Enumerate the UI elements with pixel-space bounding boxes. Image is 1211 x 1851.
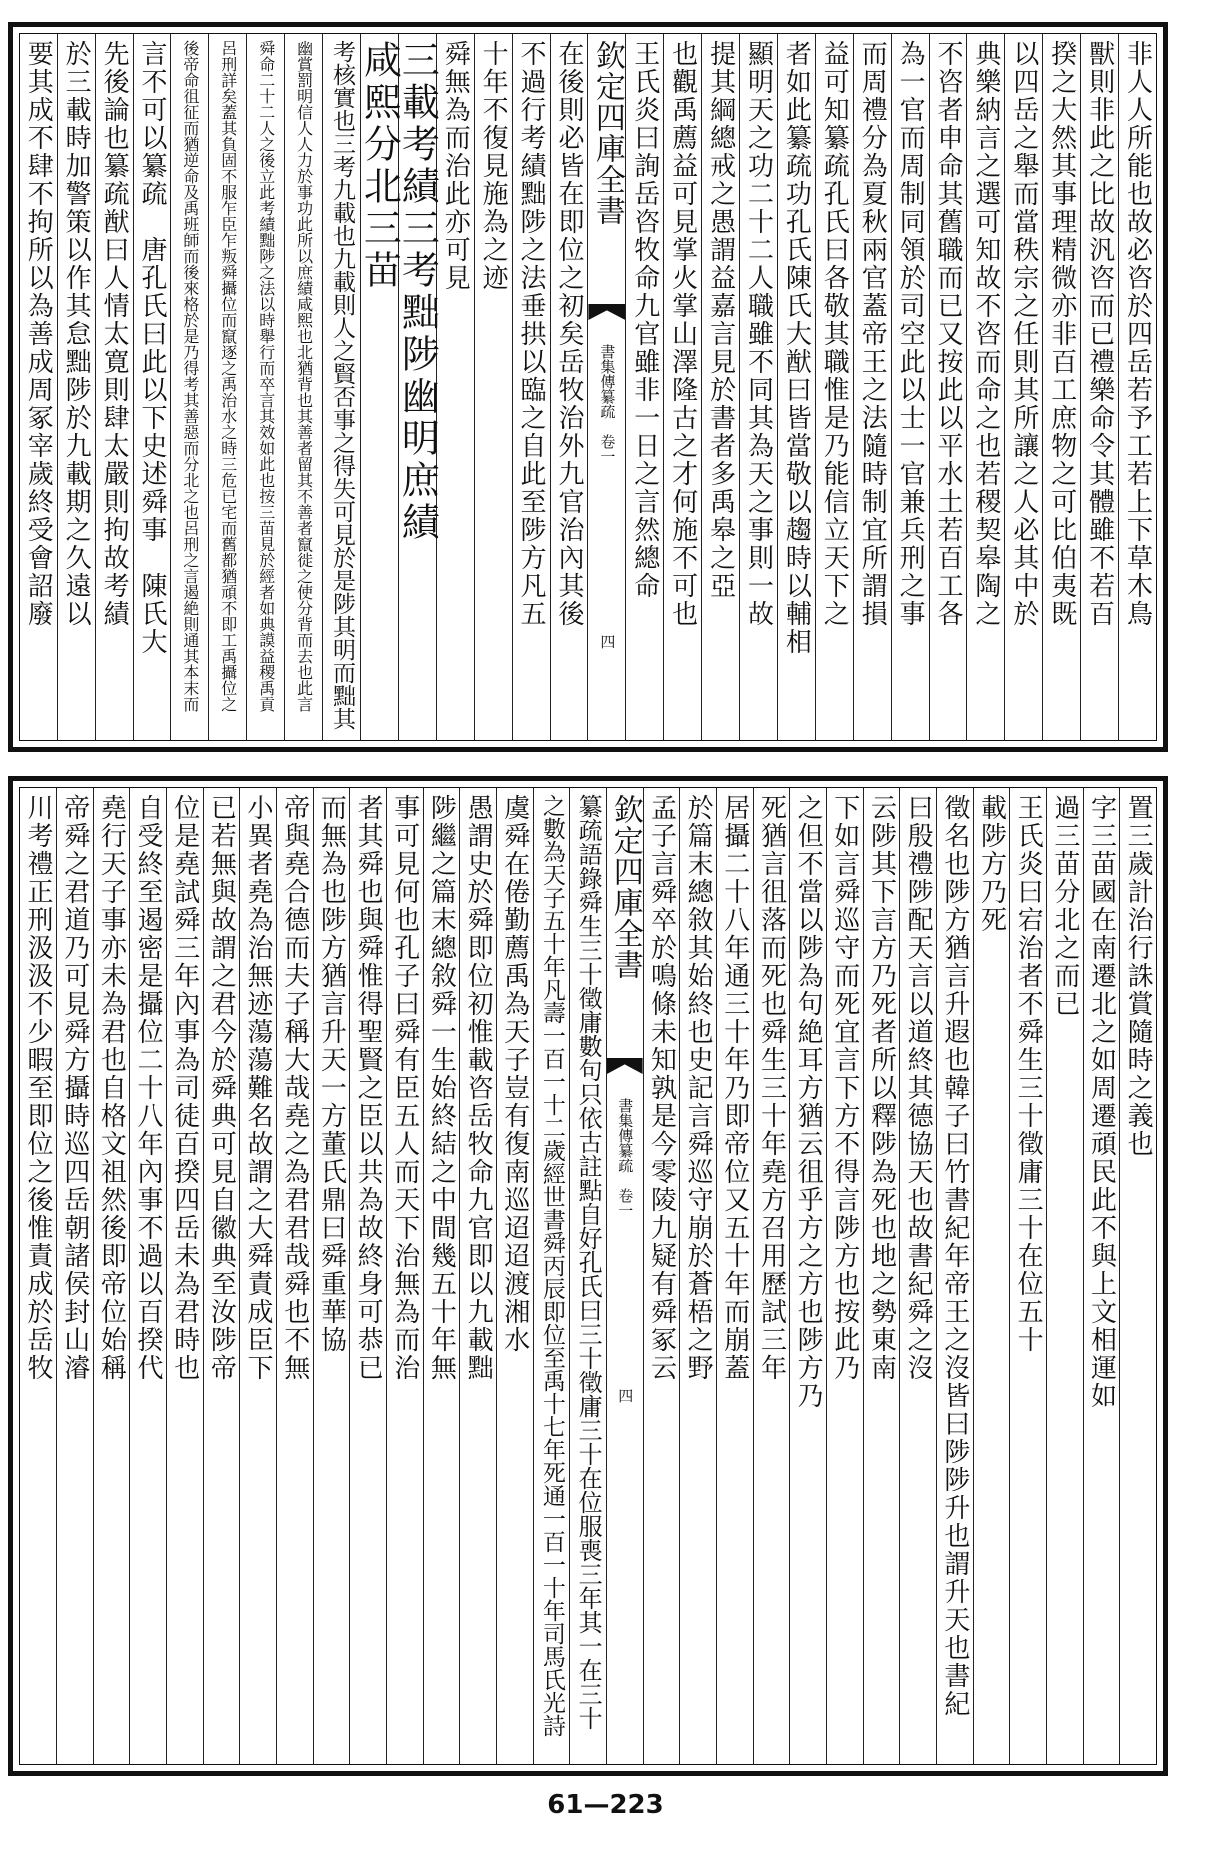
column-text: 愚謂史於舜即位初惟載咨岳牧命九官即以九載黜 [463,794,494,1382]
text-column [663,34,701,740]
column-text: 而周禮分為夏秋兩官蓋帝王之法隨時制宜所謂損 [857,40,888,628]
text-column [643,788,680,1764]
text-column [129,788,166,1764]
column-text: 居攝二十八年通三十年乃即帝位又五十年而崩蓋 [719,794,750,1382]
text-column [357,34,402,740]
text-column [1080,34,1118,740]
text-column [973,788,1010,1764]
column-text: 事可見何也孔子曰舜有臣五人而天下治無為而治 [389,794,420,1382]
text-column [20,34,57,740]
text-column [936,788,973,1764]
column-text: 於三載時加警策以作其怠黜陟於九載期之久遠以 [61,40,92,628]
text-column [313,788,350,1764]
text-column [1118,34,1156,740]
text-column [208,34,246,740]
text-column [57,34,95,740]
column-text: 云陟其下言方乃死者所以釋陟為死也地之勢東南 [866,794,897,1382]
text-column [899,788,936,1764]
text-column [891,34,929,740]
text-column [436,34,474,740]
text-column [625,34,663,740]
column-text: 自受終至遏密是攝位二十八年內事不過以百揆代 [133,794,164,1382]
text-column [1009,788,1046,1764]
column-text: 川考禮正刑汲汲不少暇至即位之後惟責成於岳牧 [23,794,54,1382]
text-column [716,788,753,1764]
fishtail-mark [607,1058,643,1074]
column-text: 為一官而周制同領於司空此以士一官兼兵刑之事 [895,40,926,628]
column-text: 要其成不肆不拘所以為善成周冢宰歲終受會詔廢 [23,40,54,628]
text-column [56,788,93,1764]
column-text: 置三歲計治行誅賞隨時之義也 [1123,794,1154,1158]
text-column [815,34,853,740]
text-column [533,788,570,1764]
text-column [423,788,460,1764]
text-column [20,788,56,1764]
book-title: 欽定四庫全書 [607,794,643,980]
column-text: 曰殷禮陟配天言以道終其德協天也故書紀舜之沒 [903,794,934,1382]
column-text: 提其綱總戒之愚謂益嘉言見於書者多禹皋之亞 [705,40,736,600]
text-column [170,34,208,740]
text-column [166,788,203,1764]
text-column [966,34,1004,740]
column-text: 王氏炎曰宕治者不舜生三十徵庸三十在位五十 [1013,794,1044,1354]
column-text: 之數為天子五十年凡壽一百一十二歲經世書舜丙辰即位至禹十七年死通一百一十年司馬氏光詩 [538,794,565,1737]
text-column [512,34,550,740]
column-text: 不咨者申命其舊職而已又按此以平水土若百工各 [933,40,964,628]
column-text: 字三苗國在南遷北之如周遷頑民此不與上文相運如 [1086,794,1117,1410]
column-text: 顯明天之功二十二人職雖不同其為天之事則一故 [743,40,774,628]
column-text: 於篇末總敘其始終也史記言舜巡守崩於蒼梧之野 [683,794,714,1382]
column-text: 舜命二十二人之後立此考績黜陟之法以時舉行而卒言其效如此也按三苗見於經者如典謨益稷禹貢 [256,40,276,712]
text-column [239,788,276,1764]
column-text: 以四岳之舉而當秩宗之任則其所讓之人必其中於 [1008,40,1039,628]
book-name: 書集傳纂疏 [616,1098,635,1173]
text-column [246,34,284,740]
column-text: 已若無與故謂之君今於舜典可見自徽典至汝陟帝 [206,794,237,1382]
text-column [569,788,606,1764]
column-text: 舜無為而治此亦可見 [440,40,471,292]
column-text: 咸熙分北三苗 [357,40,402,292]
text-column [322,34,360,740]
column-text: 言不可以纂疏 唐孔氏曰此以下史述舜事 陳氏大 [136,40,167,656]
column-text: 位是堯試舜三年內事為司徒百揆四岳未為君時也 [169,794,200,1382]
book-name: 書集傳纂疏 [598,344,617,419]
text-column [496,788,533,1764]
leaf-number: 四 [616,1388,635,1403]
column-text: 考核實也三考九載也九載則人之賢否事之得失可見於是陟其明而黜其 [329,40,356,730]
text-column [1042,34,1080,740]
column-text: 陟繼之篇末總敘舜一生始終結之中間幾五十年無 [426,794,457,1382]
text-column [550,34,588,740]
column-text: 帝舜之君道乃可見舜方攝時巡四岳朝諸侯封山濬 [59,794,90,1382]
book-title: 欽定四庫全書 [589,40,625,226]
volume-label: 卷一 [598,434,617,464]
column-text: 呂刑詳矣蓋其負固不服乍臣乍叛舜攝位而竄逐之禹治水之時三危已宅而舊都猶頑不即工禹攝位之 [218,40,238,712]
column-text: 徵名也陟方猶言升遐也韓子曰竹書紀年帝王之沒皆曰陟陟升也謂升天也書紀 [939,794,970,1718]
volume-label: 卷一 [616,1188,635,1218]
top-page [8,22,1168,752]
column-text: 王氏炎曰詢岳咨牧命九官雖非一日之言然總命 [629,40,660,600]
column-text: 者如此纂疏功孔氏陳氏大猷曰皆當敬以趨時以輔相 [781,40,812,656]
column-text: 之但不當以陟為句絶耳方猶云徂乎方之方也陟方乃 [793,794,824,1410]
column-text: 先後論也纂疏猷曰人情太寛則肆太嚴則拘故考績 [99,40,130,628]
text-column [133,34,171,740]
column-text: 下如言舜巡守而死宜言下方不得言陟方也按此乃 [829,794,860,1382]
column-text: 帝與堯合德而夫子稱大哉堯之為君君哉舜也不無 [279,794,310,1382]
column-text: 也觀禹薦益可見掌火掌山澤隆古之才何施不可也 [667,40,698,628]
text-column [701,34,739,740]
center-column [587,34,625,740]
column-text: 後帝命徂征而猶逆命及禹班師而後來格於是乃得考其善惡而分北之也呂刑之言遏絶則通其本末而 [180,40,200,712]
column-text: 十年不復見施為之迹 [478,40,509,292]
column-text: 載陟方乃死 [976,794,1007,934]
leaf-number: 四 [598,634,617,649]
column-text: 獸則非此之比故汎咨而已禮樂命令其體雖不若百 [1084,40,1115,628]
column-text: 纂疏語錄舜生三十徵庸數句只依古註點自好孔氏曰三十徵庸三十在位服喪三年其一在三十 [574,794,603,1730]
fishtail-mark [588,304,625,320]
column-text: 過三苗分北之而已 [1049,794,1080,1018]
column-text: 揆之大然其事理精微亦非百工庶物之可比伯夷既 [1046,40,1077,628]
text-column [95,34,133,740]
text-column [739,34,777,740]
text-column [203,788,240,1764]
text-column [863,788,900,1764]
text-column [1046,788,1083,1764]
text-column [276,788,313,1764]
column-text: 在後則必皆在即位之初矣岳牧治外九官治內其後 [553,40,584,628]
text-column [349,788,386,1764]
text-column [679,788,716,1764]
column-text: 者其舜也與舜惟得聖賢之臣以共為故終身可恭已 [353,794,384,1382]
column-text: 小異者堯為治無迹蕩蕩難名故謂之大舜責成臣下 [243,794,274,1382]
column-text: 虞舜在倦勤薦禹為天子豈有復南巡迢迢渡湘水 [499,794,530,1354]
text-column [789,788,826,1764]
text-column [1119,788,1156,1764]
text-column [777,34,815,740]
column-text: 死猶言徂落而死也舜生三十年堯方召用歷試三年 [756,794,787,1382]
text-column [395,34,440,740]
text-column [826,788,863,1764]
bottom-page [8,776,1168,1776]
column-text: 益可知纂疏孔氏曰各敬其職惟是乃能信立天下之 [819,40,850,628]
column-text: 幽賞罰明信人人力於事功此所以庶績咸熙也北猶背也其善者留其不善者竄徙之使分背而去也此言 [294,40,314,712]
column-text: 堯行天子事亦未為君也自格文祖然後即帝位始稱 [96,794,127,1382]
center-column [606,788,643,1764]
text-column [753,788,790,1764]
text-column [474,34,512,740]
column-text: 典樂納言之選可知故不咨而命之也若稷契皋陶之 [970,40,1001,628]
column-text: 三載考績三考黜陟幽明庶績 [395,40,440,544]
text-column [459,788,496,1764]
column-text: 不過行考績黜陟之法垂拱以臨之自此至陟方凡五 [516,40,547,628]
text-column [929,34,967,740]
column-text: 非人人所能也故必咨於四岳若予工若上下草木鳥 [1122,40,1153,628]
text-column [1083,788,1120,1764]
text-column [386,788,423,1764]
text-column [284,34,322,740]
text-column [1004,34,1042,740]
page-number: 61—223 [547,1790,664,1820]
text-column [93,788,130,1764]
column-text: 而無為也陟方猶言升天一方董氏鼎曰舜重華協 [316,794,347,1354]
text-column [853,34,891,740]
column-text: 孟子言舜卒於鳴條未知孰是今零陵九疑有舜冢云 [646,794,677,1382]
